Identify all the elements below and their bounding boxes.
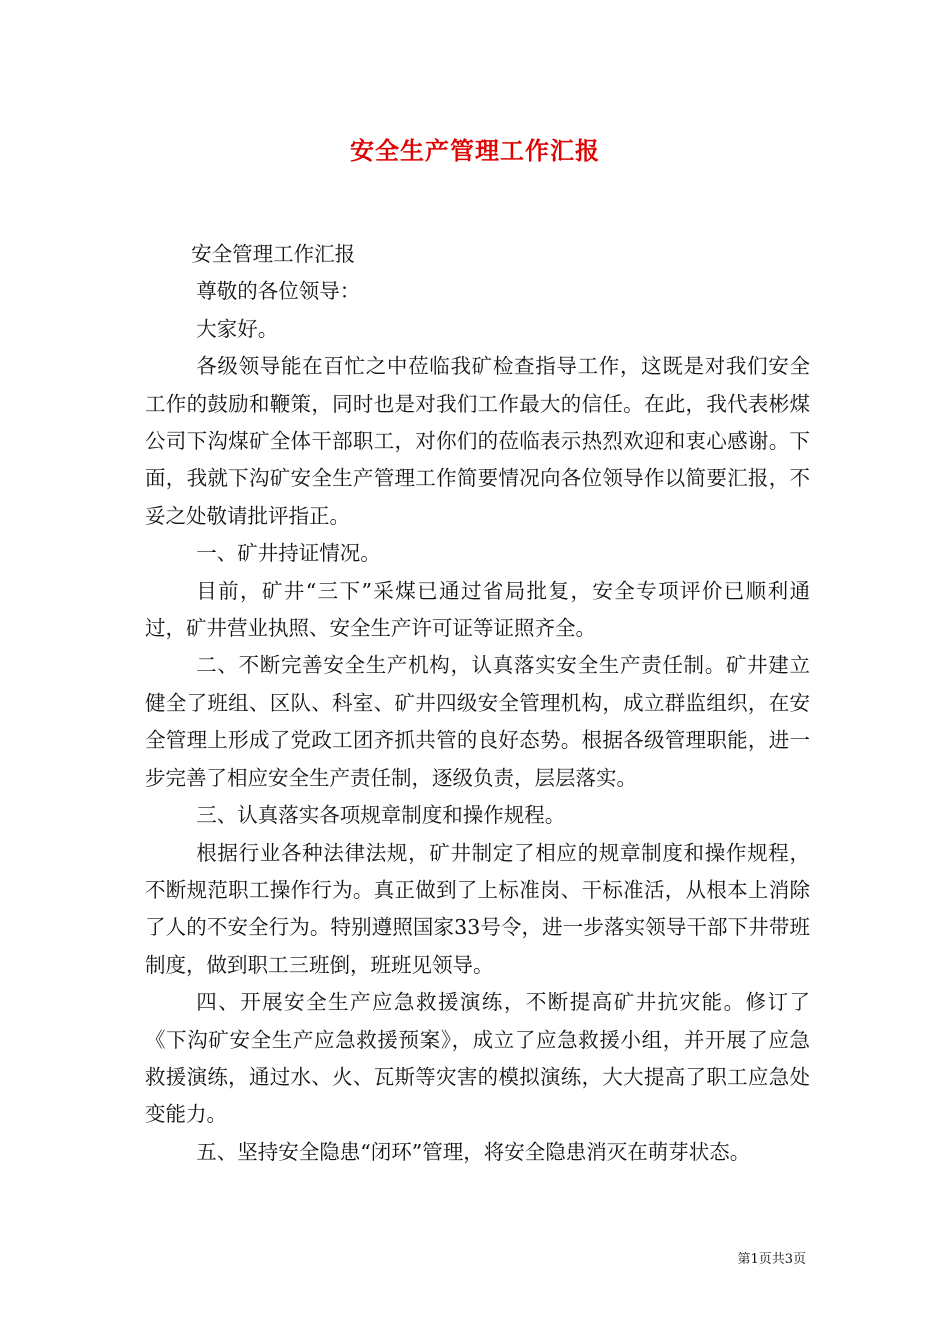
document-body (145, 236, 810, 1171)
document-title: 安全生产管理工作汇报 (350, 136, 600, 165)
paragraph-section-5: 五、坚持安全隐患“闭环”管理，将安全隐患消灭在萌芽状态。 (196, 1139, 751, 1164)
paragraph-section-3-body: 根据行业各种法律法规，矿井制定了相应的规章制度和操作规程，不断规范职工操作行为。真正做到了上标准岗、干标准活，从根本上消除了人的不安全行为。特别遵照国家33号令，进一步落实领导干部下井带班制度，做到职工三班倒，班班见领导。 (145, 840, 810, 977)
paragraph-subtitle: 安全管理工作汇报 (191, 242, 356, 266)
paragraph-intro: 各级领导能在百忙之中莅临我矿检查指导工作，这既是对我们安全工作的鼓励和鞭策，同时也是对我们工作最大的信任。在此，我代表彬煤公司下沟煤矿全体干部职工，对你们的莅临表示热烈欢迎和衷心感谢。下面，我就下沟矿安全生产管理工作简要情况向各位领导作以简要汇报，不妥之处敬请批评指正。 (145, 354, 810, 528)
paragraph-greeting: 大家好。 (196, 316, 279, 341)
paragraph-section-1-heading: 一、矿井持证情况。 (196, 541, 381, 566)
paragraph-section-4: 四、开展安全生产应急救援演练，不断提高矿井抗灾能。修订了《下沟矿安全生产应急救援预案》，成立了应急救援小组，并开展了应急救援演练，通过水、火、瓦斯等灾害的模拟演练，大大提高了职工应急处变能力。 (145, 990, 810, 1127)
paragraph-section-2: 二、不断完善安全生产机构，认真落实安全生产责任制。矿井建立健全了班组、区队、科室、矿井四级安全管理机构，成立群监组织，在安全管理上形成了党政工团齐抓共管的良好态势。根据各级管理职能，进一步完善了相应安全生产责任制，逐级负责，层层落实。 (145, 653, 810, 790)
paragraph-section-3-heading: 三、认真落实各项规章制度和操作规程。 (196, 803, 566, 828)
paragraph-salutation: 尊敬的各位领导： (196, 279, 361, 304)
paragraph-section-1-body: 目前，矿井“三下”采煤已通过省局批复，安全专项评价已顺利通过，矿井营业执照、安全生产许可证等证照齐全。 (145, 578, 810, 641)
page-number-footer: 第1页共3页 (737, 1252, 806, 1267)
